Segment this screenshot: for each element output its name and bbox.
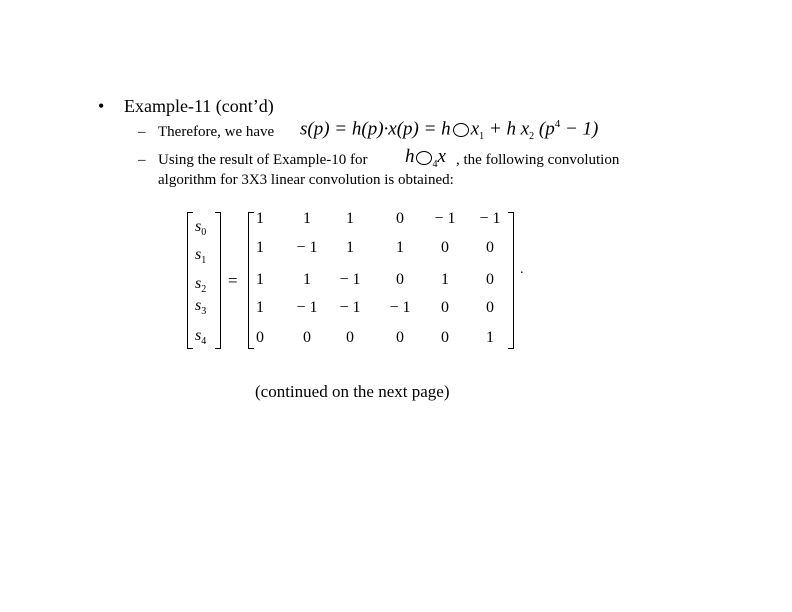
sub-bullet-dash: –	[138, 124, 146, 140]
line3-text: algorithm for 3X3 linear convolution is obtained:	[158, 172, 454, 188]
eq-x2: x	[520, 118, 530, 140]
circle-symbol	[416, 151, 432, 165]
line2-text: Using the result of Example-10 for	[158, 152, 368, 168]
eq-exponent: 4	[554, 118, 561, 130]
matrix-cell: 1	[441, 271, 449, 288]
eq-end: − 1)	[564, 118, 599, 140]
s-element: $s_3$	[195, 297, 207, 318]
h4x-symbol	[405, 146, 446, 170]
matrix-cell: − 1	[339, 271, 361, 288]
eq-x1: x	[470, 118, 480, 140]
matrix-cell: − 1	[296, 299, 318, 316]
matrix-cell: 0	[441, 239, 449, 256]
s-element: $s_0$	[195, 218, 207, 239]
s-vector-left-bracket	[187, 212, 193, 349]
line1-text: Therefore, we have	[158, 124, 275, 140]
matrix-cell: 1	[346, 239, 354, 256]
eq-x1-sub: 1	[479, 131, 485, 143]
sym-sub: 4	[432, 158, 438, 170]
continued-note: (continued on the next page)	[255, 382, 450, 401]
matrix-cell: 1	[303, 271, 311, 288]
s-vector-right-bracket	[215, 212, 221, 349]
matrix-cell: 1	[346, 210, 354, 227]
s-element: $s_2$	[195, 275, 207, 296]
matrix-cell: 1	[303, 210, 311, 227]
slide-heading: Example-11 (cont’d)	[124, 96, 274, 116]
matrix-cell: 0	[486, 239, 494, 256]
matrix-cell: 1	[256, 210, 264, 227]
eq-tail: (p	[538, 118, 555, 140]
matrix-cell: 0	[396, 210, 404, 227]
matrix-cell: 0	[441, 329, 449, 346]
bullet-point: •	[98, 96, 105, 116]
matrix-cell: 1	[256, 271, 264, 288]
matrix-cell: 0	[486, 271, 494, 288]
sub-bullet-dash: –	[138, 152, 146, 168]
matrix-cell: 0	[303, 329, 311, 346]
convolution-equation	[300, 118, 598, 142]
equals-sign: =	[228, 271, 238, 290]
matrix-cell: 1	[256, 239, 264, 256]
matrix-cell: − 1	[479, 210, 501, 227]
eq-plus-h: + h	[488, 118, 516, 140]
matrix-cell: 1	[486, 329, 494, 346]
matrix-cell: 0	[346, 329, 354, 346]
matrix-cell: 1	[256, 299, 264, 316]
trailing-period: .	[520, 262, 524, 277]
matrix-cell: 0	[396, 271, 404, 288]
sym-x: x	[437, 146, 446, 167]
matrix-cell: − 1	[339, 299, 361, 316]
matrix-cell: − 1	[296, 239, 318, 256]
matrix-cell: 1	[396, 239, 404, 256]
matrix-cell: − 1	[434, 210, 456, 227]
matrix-cell: 0	[486, 299, 494, 316]
sym-h: h	[405, 146, 415, 167]
eq-lhs: s(p) = h(p)·x(p) = h	[300, 118, 451, 140]
circle-symbol	[453, 123, 469, 137]
matrix-cell: 0	[441, 299, 449, 316]
s-element: $s_1$	[195, 246, 207, 267]
eq-x2-sub: 2	[529, 131, 535, 143]
matrix-cell: 0	[256, 329, 264, 346]
matrix-cell: − 1	[389, 299, 411, 316]
s-element: $s_4$	[195, 327, 207, 348]
line2-suffix: , the following convolution	[456, 152, 620, 168]
matrix-cell: 0	[396, 329, 404, 346]
